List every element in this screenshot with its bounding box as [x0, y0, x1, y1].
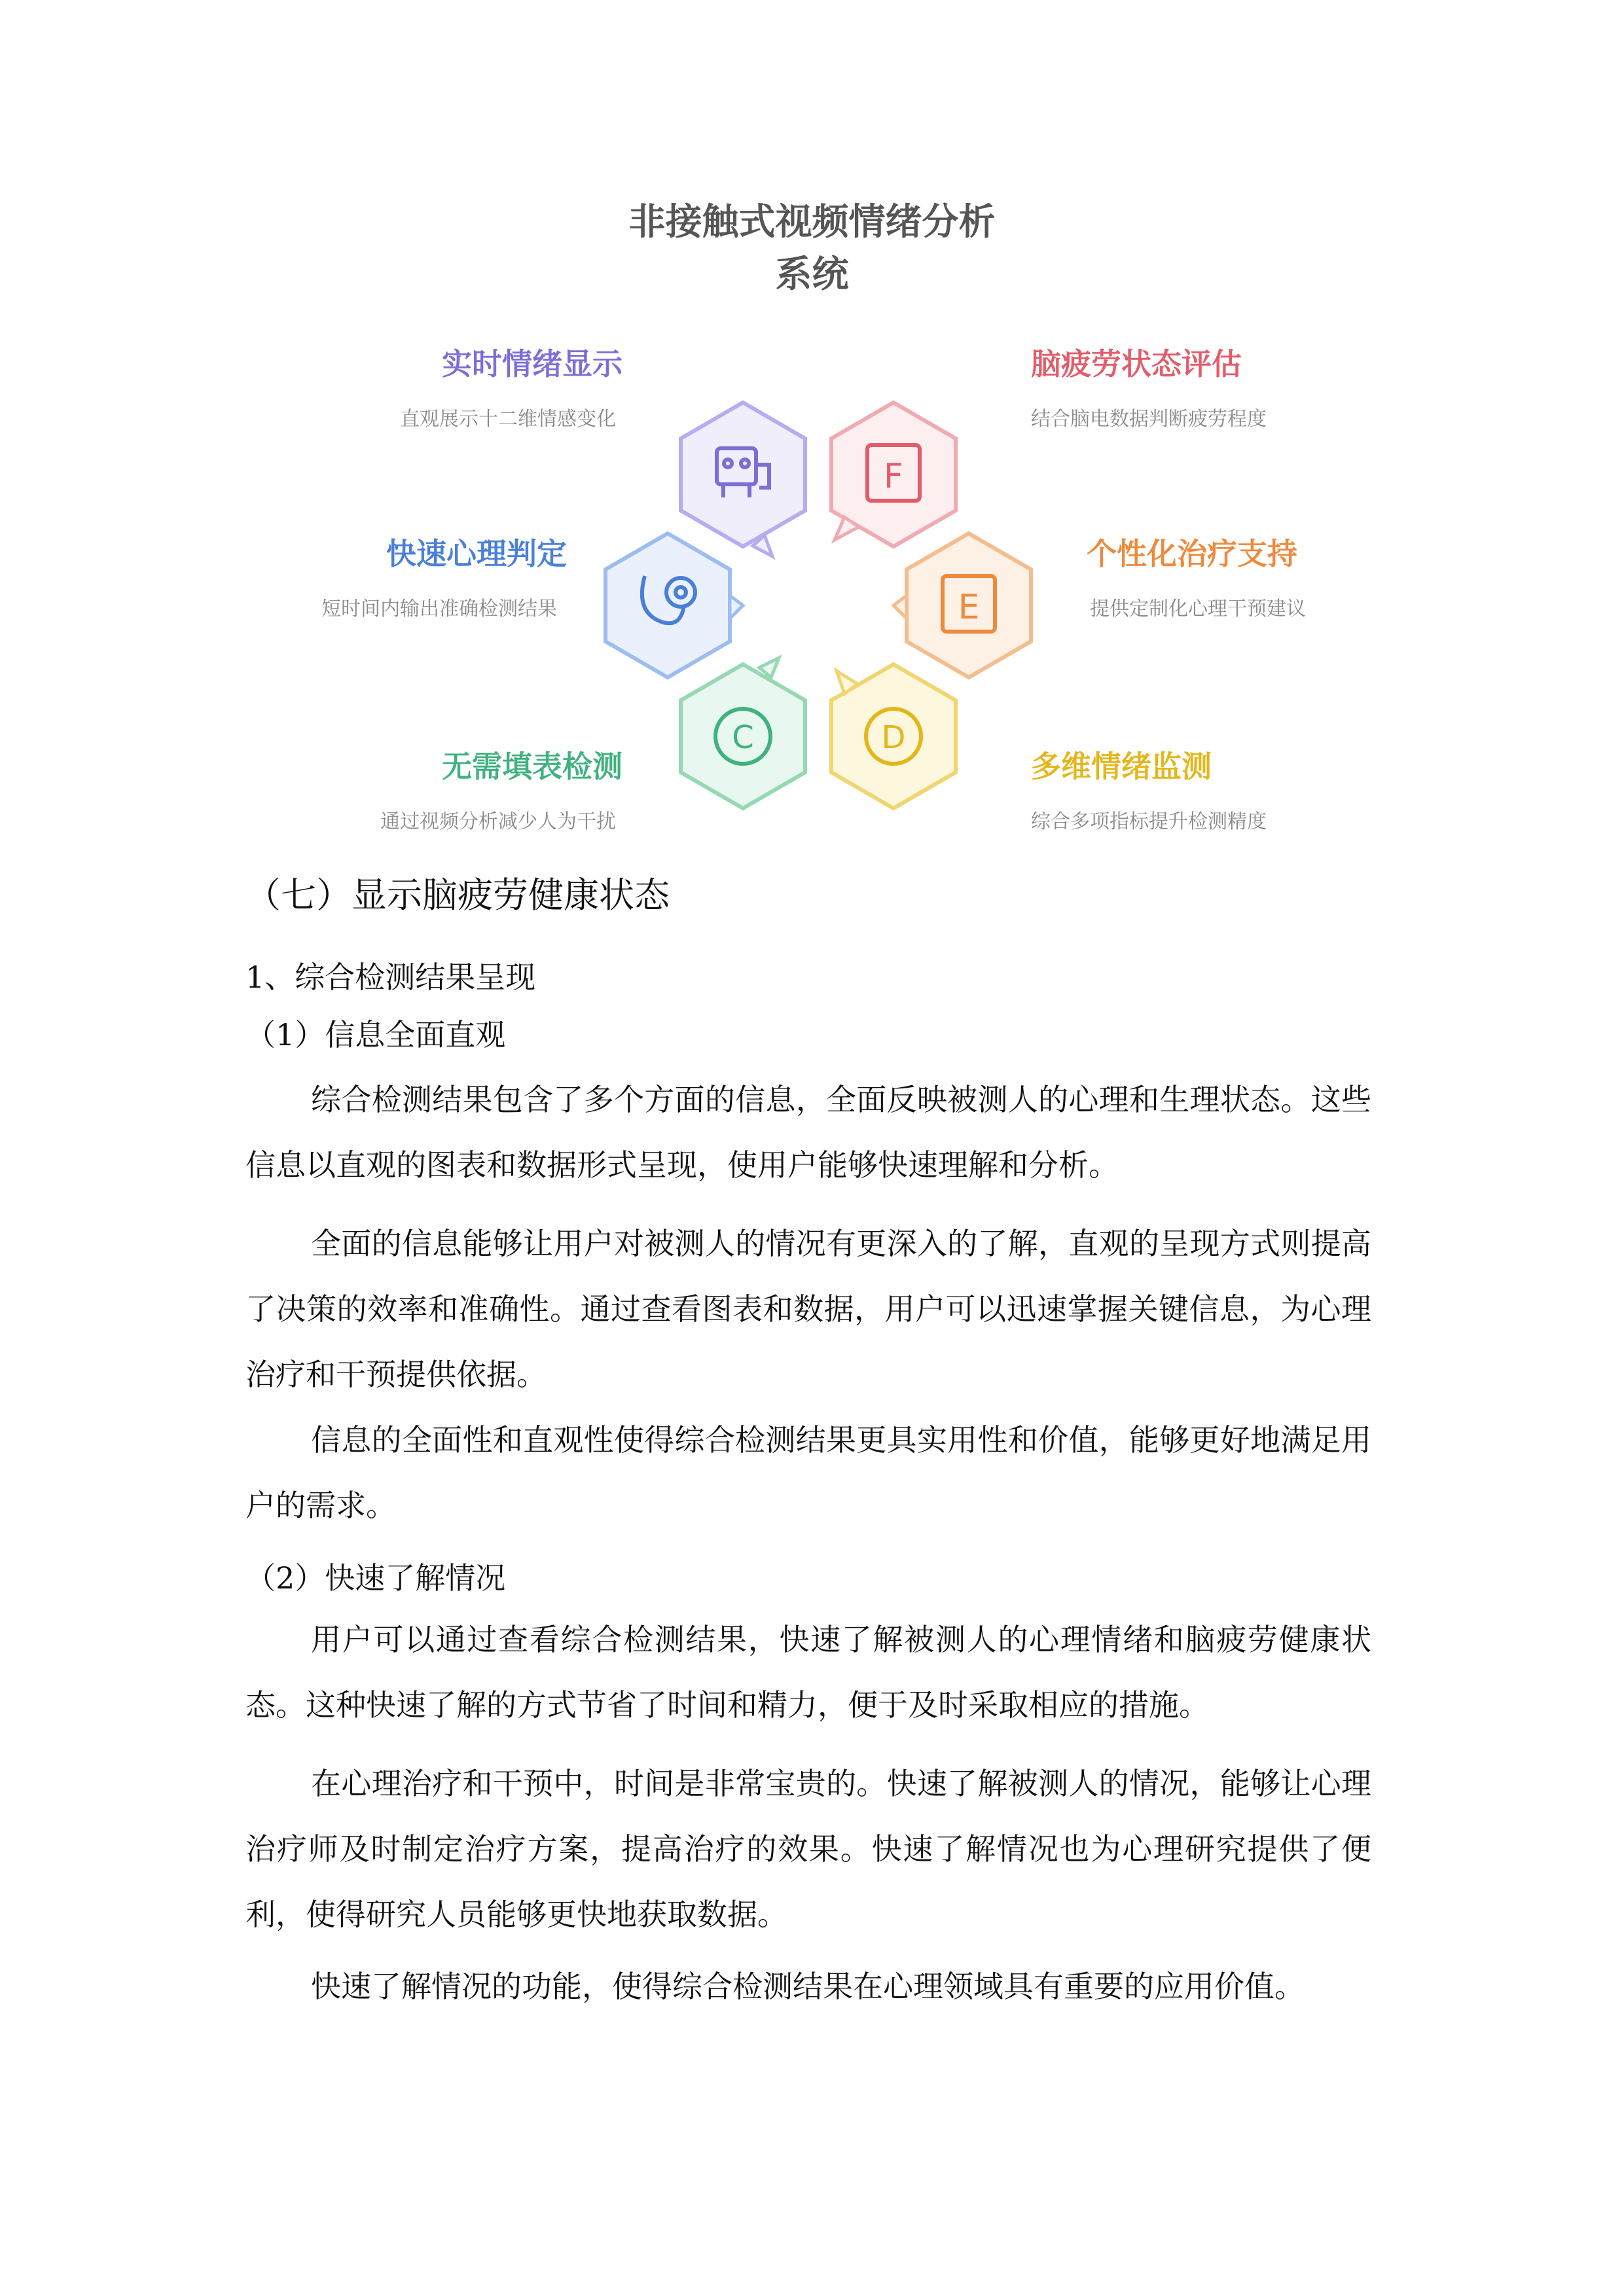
item1-heading: （1）信息全面直观	[245, 1017, 506, 1052]
paragraph: 用户可以通过查看综合检测结果，快速了解被测人的心理情绪和脑疲劳健康状态。这种快速了解的方式节省了时间和精力，便于及时采取相应的措施。	[245, 1622, 1371, 1723]
feature-desc-multidim: 综合多项指标提升检测精度	[1031, 810, 1267, 833]
feature-title-noform: 无需填表检测	[442, 749, 623, 784]
paragraph: 快速了解情况的功能，使得综合检测结果在心理领域具有重要的应用价值。	[311, 1969, 1305, 2004]
feature-desc-noform: 通过视频分析减少人为干扰	[380, 810, 616, 833]
figure-title: 非接触式视频情绪分析	[628, 200, 996, 243]
section-heading: （七）显示脑疲劳健康状态	[245, 874, 670, 916]
feature-title-therapy: 个性化治疗支持	[1087, 536, 1297, 571]
feature-desc-fatigue: 结合脑电数据判断疲劳程度	[1031, 408, 1267, 431]
letter-e: E	[958, 588, 980, 627]
figure-title-line2: 系统	[775, 253, 849, 296]
feature-title-realtime: 实时情绪显示	[442, 346, 623, 382]
feature-desc-realtime: 直观展示十二维情感变化	[400, 408, 616, 431]
subsection-heading: 1、综合检测结果呈现	[245, 960, 536, 995]
letter-c: C	[732, 719, 754, 756]
letter-d: D	[881, 719, 906, 756]
paragraph: 信息的全面性和直观性使得综合检测结果更具实用性和价值，能够更好地满足用户的需求。	[245, 1422, 1371, 1523]
feature-title-multidim: 多维情绪监测	[1031, 749, 1212, 784]
letter-f: F	[884, 457, 903, 496]
paragraph: 在心理治疗和干预中，时间是非常宝贵的。快速了解被测人的情况，能够让心理治疗师及时制定治疗方案，提高治疗的效果。快速了解情况也为心理研究提供了便利，使得研究人员能够更快地获取数据。	[245, 1766, 1371, 1932]
feature-desc-therapy: 提供定制化心理干预建议	[1090, 598, 1306, 620]
feature-title-fatigue: 脑疲劳状态评估	[1031, 346, 1242, 382]
paragraph: 综合检测结果包含了多个方面的信息，全面反映被测人的心理和生理状态。这些信息以直观的图表和数据形式呈现，使用户能够快速理解和分析。	[245, 1082, 1371, 1183]
paragraph: 全面的信息能够让用户对被测人的情况有更深入的了解，直观的呈现方式则提高了决策的效率和准确性。通过查看图表和数据，用户可以迅速掌握关键信息，为心理治疗和干预提供依据。	[245, 1226, 1371, 1392]
feature-desc-quick: 短时间内输出准确检测结果	[321, 598, 557, 620]
item2-heading: （2）快速了解情况	[245, 1560, 506, 1596]
feature-title-quick: 快速心理判定	[386, 536, 567, 571]
